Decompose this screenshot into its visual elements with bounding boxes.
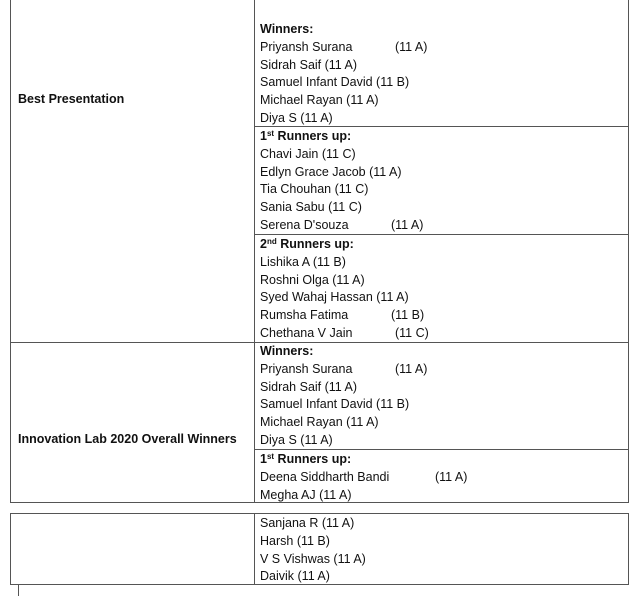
list-item: Samuel Infant David (11 B) [260, 75, 410, 90]
continued-table [10, 513, 629, 585]
list-item: Serena D'souza (11 A) [260, 217, 424, 232]
list-item: Diya S (11 A) [260, 432, 333, 447]
list-item: Sidrah Saif (11 A) [260, 379, 358, 394]
list-item: Deena Siddharth Bandi (11 A) [260, 469, 468, 484]
list-item: Syed Wahaj Hassan (11 A) [260, 290, 409, 305]
group-heading: 2nd Runners up: [260, 237, 354, 251]
list-item: Edlyn Grace Jacob (11 A) [260, 164, 402, 179]
page-margin-rule [18, 585, 19, 596]
group-heading: Winners: [260, 344, 314, 358]
list-item: Priyansh Surana (11 A) [260, 361, 428, 376]
list-item: Harsh (11 B) [260, 533, 330, 548]
list-item: Chavi Jain (11 C) [260, 146, 356, 161]
bp-second-runners-cell [260, 236, 624, 343]
list-item: Sanjana R (11 A) [260, 516, 355, 530]
list-item: Daivik (11 A) [260, 569, 330, 584]
bp-winners-cell [260, 21, 624, 128]
group-heading: 1st Runners up: [260, 452, 352, 466]
column-divider [254, 514, 255, 584]
list-item: Michael Rayan (11 A) [260, 93, 379, 108]
bp-first-runners-cell [260, 128, 624, 235]
list-item: Rumsha Fatima (11 B) [260, 308, 425, 323]
list-item: Sania Sabu (11 C) [260, 200, 362, 215]
group-heading: Winners: [260, 22, 314, 36]
list-item: Chethana V Jain (11 C) [260, 325, 429, 340]
list-item: Priyansh Surana (11 A) [260, 39, 428, 54]
category-innovation-lab: Innovation Lab 2020 Overall Winners [18, 432, 237, 446]
list-item: Sidrah Saif (11 A) [260, 57, 358, 72]
il-winners-cell [260, 343, 624, 450]
list-item: Roshni Olga (11 A) [260, 272, 365, 287]
list-item: Samuel Infant David (11 B) [260, 397, 410, 412]
il-first-runners-cell [260, 451, 624, 504]
list-item: Diya S (11 A) [260, 110, 333, 125]
group-heading: 1st Runners up: [260, 129, 352, 143]
column-divider [254, 0, 255, 502]
list-item: Lishika A (11 B) [260, 254, 346, 269]
category-best-presentation: Best Presentation [18, 92, 125, 106]
list-item: V S Vishwas (11 A) [260, 551, 366, 566]
continued-list-cell [260, 515, 624, 586]
list-item: Megha AJ (11 A) [260, 487, 352, 502]
list-item: Tia Chouhan (11 C) [260, 182, 369, 197]
results-table [10, 0, 629, 503]
list-item: Michael Rayan (11 A) [260, 415, 379, 430]
